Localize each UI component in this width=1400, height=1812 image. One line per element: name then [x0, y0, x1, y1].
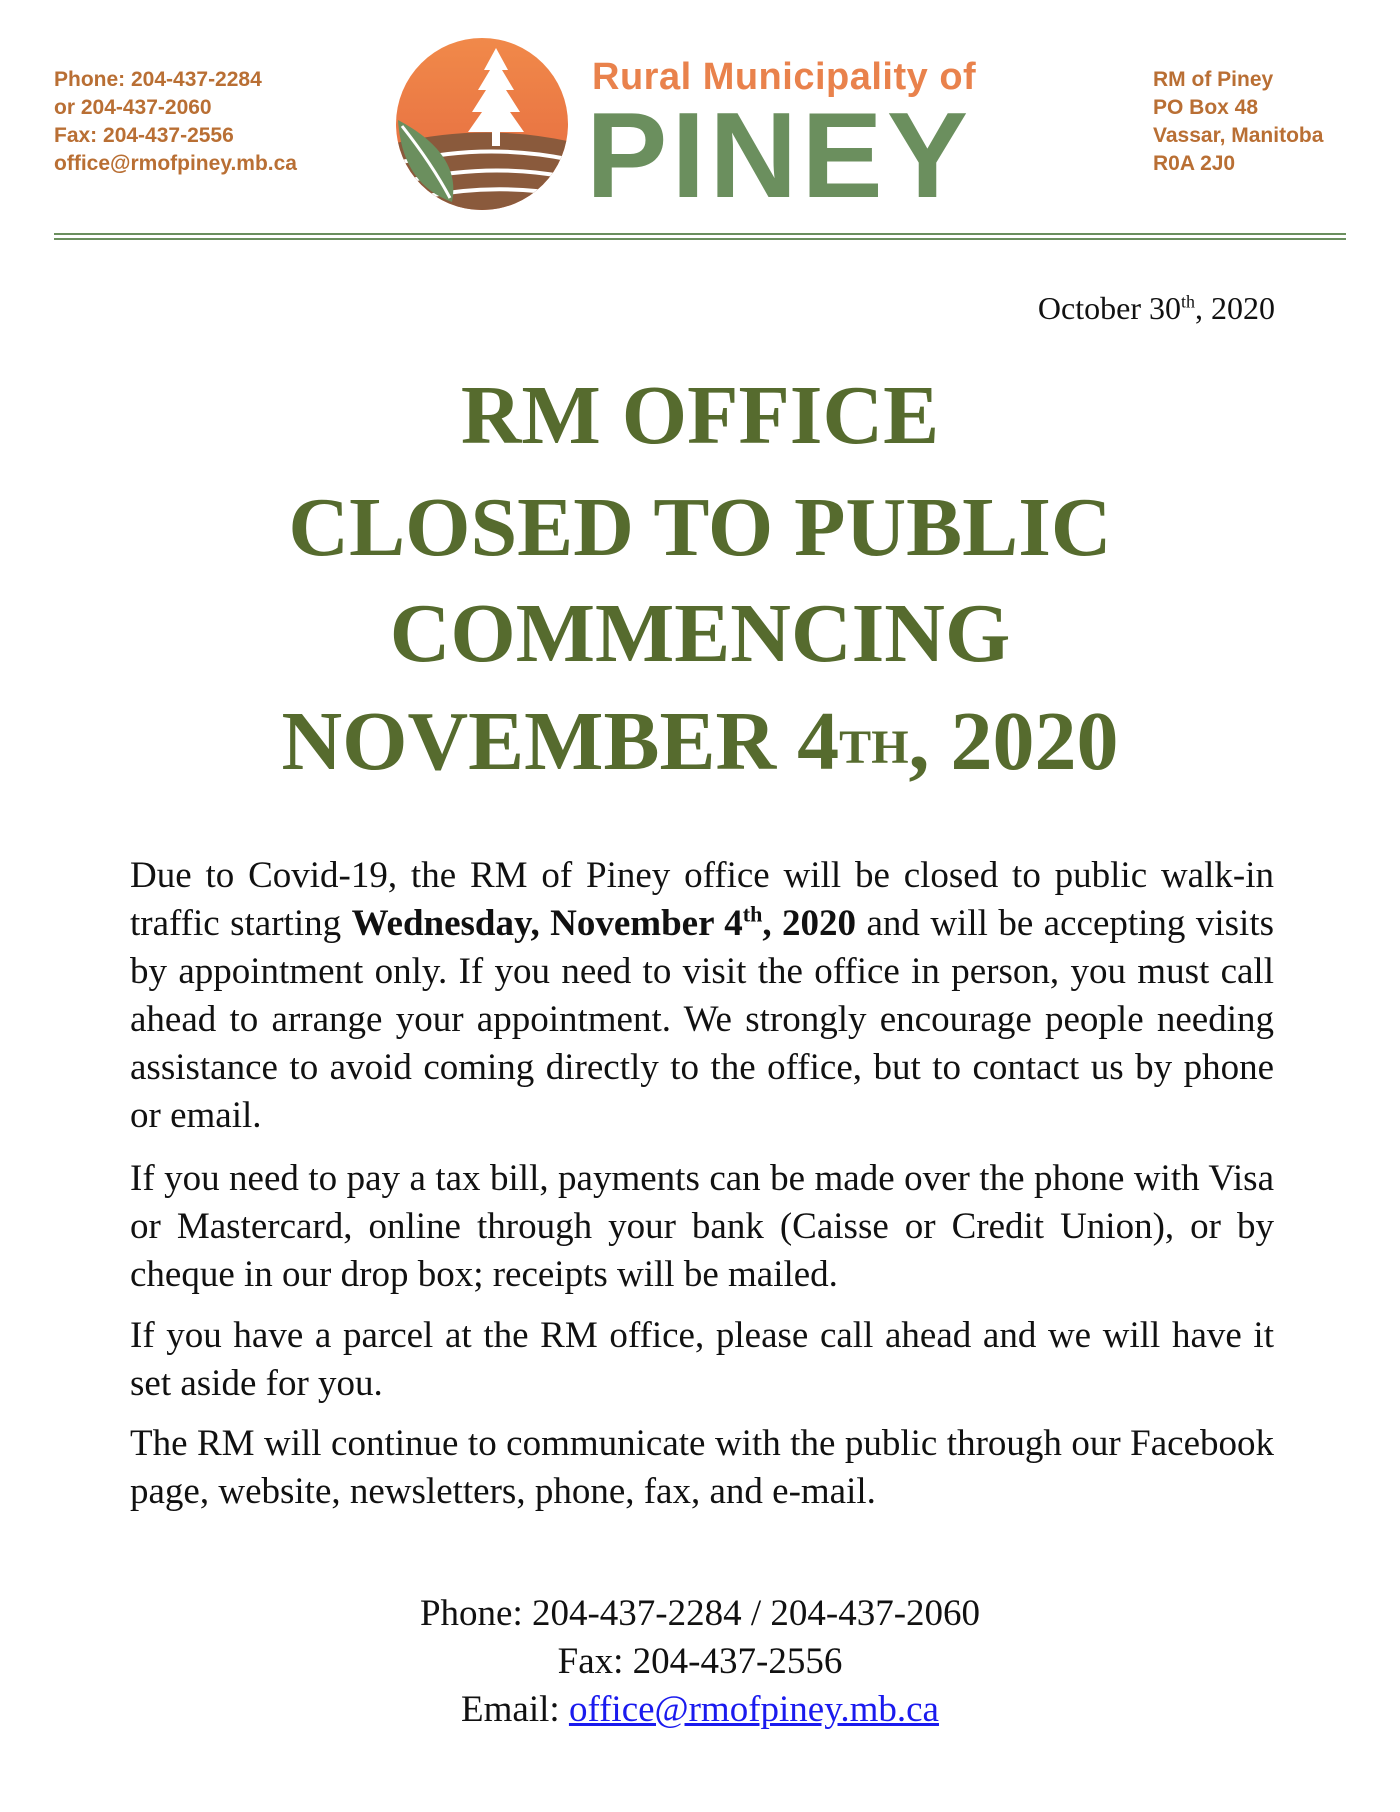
headline-line: COMMENCING — [389, 587, 1011, 680]
body-paragraph — [130, 852, 1274, 1140]
date-year: , 2020 — [1195, 290, 1275, 326]
letterhead-phone: Phone: 204-437-2284 — [54, 68, 262, 91]
date-text: October 30 — [1037, 290, 1181, 326]
address-line: RM of Piney — [1153, 68, 1274, 91]
headline-date-year: , 2020 — [908, 695, 1119, 788]
emphasis-suffix: th — [742, 901, 763, 927]
pine-tree-sun-field-logo-icon — [392, 34, 572, 214]
headline-date-text: NOVEMBER 4 — [281, 695, 840, 788]
paragraph-text: Due to Covid-19, the RM of Piney office will be closed to public walk-in traffic starting — [130, 855, 1274, 944]
headline-line — [0, 690, 1400, 794]
address-line: R0A 2J0 — [1153, 152, 1236, 175]
footer-phone: Phone: 204-437-2284 / 204-437-2060 — [419, 1593, 981, 1634]
body-paragraph: If you need to pay a tax bill, payments can be made over the phone with Visa or Mastercard, online through your bank (Caisse or Credit Union), or by cheque in our drop box; receipts will be mailed. — [130, 1158, 1274, 1295]
logo-title-main: PINEY — [586, 87, 973, 223]
headline-line: CLOSED TO PUBLIC — [288, 481, 1112, 574]
letter-date — [1038, 290, 1275, 327]
date-suffix: th — [1180, 291, 1195, 312]
footer-fax: Fax: 204-437-2556 — [557, 1641, 843, 1682]
headline-date-suffix: TH — [839, 721, 909, 774]
emphasis-text: Wednesday, November 4 — [351, 903, 743, 944]
letterhead-divider — [54, 238, 1346, 240]
footer-email-link[interactable]: office@rmofpiney.mb.ca — [568, 1689, 939, 1730]
address-line: PO Box 48 — [1153, 96, 1259, 119]
letterhead-email: office@rmofpiney.mb.ca — [54, 152, 297, 175]
paragraph-text: and will be accepting visits by appointment only. If you need to visit the office in person, you must call ahead to arrange your appointment. We strongly encourage people needing assistance to avoid coming directly to the office, but to contact us by phone or email. — [130, 903, 1275, 1136]
footer-contact — [0, 1590, 1400, 1734]
body-paragraph: The RM will continue to communicate with the public through our Facebook page, website, newsletters, phone, fax, and e-mail. — [130, 1423, 1274, 1512]
letterhead-contact — [54, 66, 297, 178]
emphasis-year: , 2020 — [762, 903, 857, 944]
letterhead-phone-alt: or 204-437-2060 — [54, 96, 212, 119]
headline-line: RM OFFICE — [460, 369, 940, 462]
address-line: Vassar, Manitoba — [1153, 124, 1324, 147]
footer-email-line — [0, 1686, 1400, 1734]
body-paragraph: If you have a parcel at the RM office, please call ahead and we will have it set aside for you. — [130, 1315, 1274, 1404]
municipality-logo — [392, 34, 1012, 223]
footer-email-label: Email: — [461, 1689, 569, 1730]
paragraph-emphasis — [352, 903, 856, 944]
letterhead-fax: Fax: 204-437-2556 — [54, 124, 234, 147]
logo-title-top: Rural Municipality of — [592, 56, 977, 98]
letterhead-address — [1153, 66, 1323, 178]
letterhead-divider — [54, 233, 1346, 235]
